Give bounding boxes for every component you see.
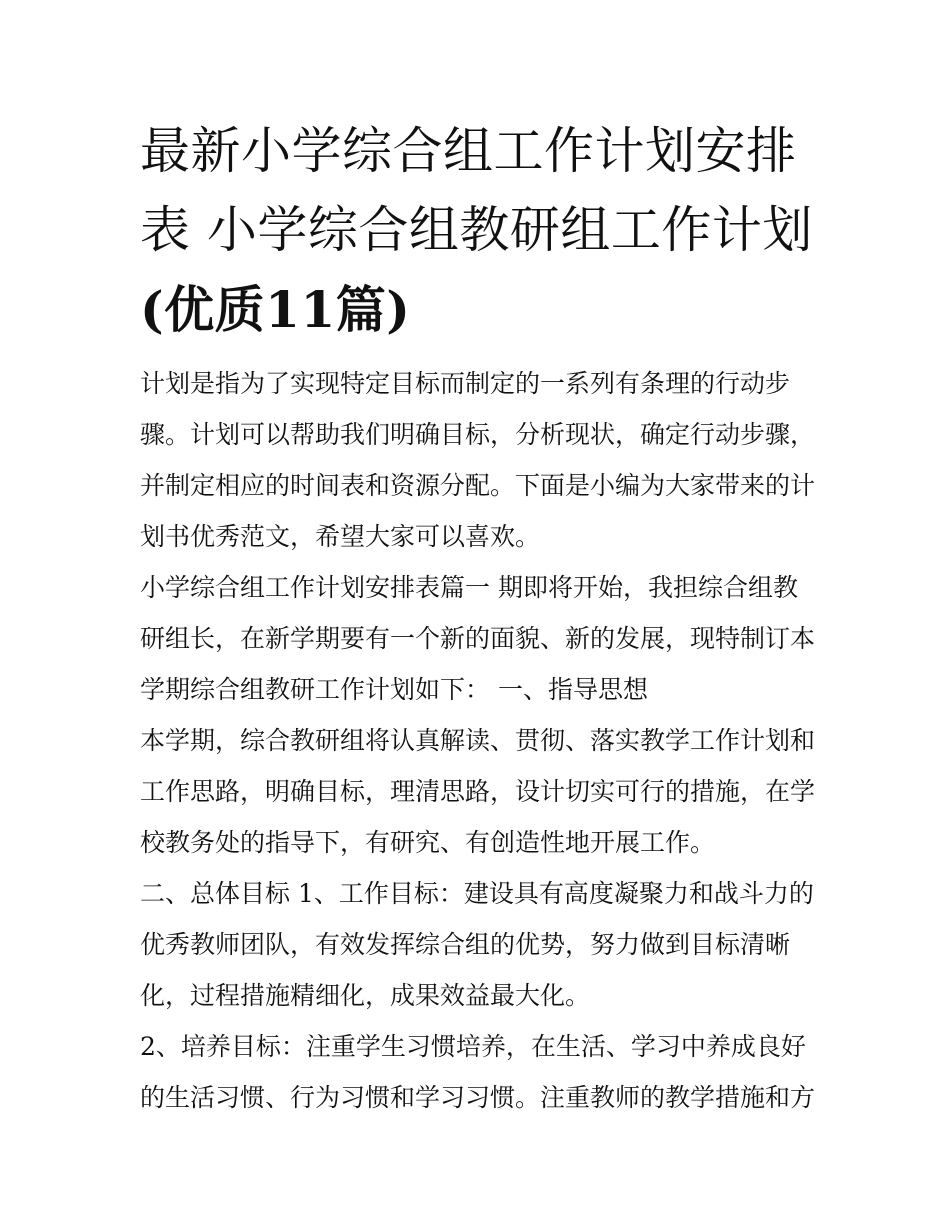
section-one-paragraph [140, 562, 830, 715]
overall-goal-paragraph [140, 868, 830, 1021]
text-line: 校教务处的指导下，有研究、有创造性地开展工作。 [140, 828, 716, 857]
text-line: 划书优秀范文，希望大家可以喜欢。 [140, 522, 541, 551]
title-line-3 [140, 270, 830, 350]
intro-paragraph [140, 358, 830, 562]
document-title [140, 112, 830, 350]
text-line: 优秀教师团队，有效发挥综合组的优势，努力做到目标清晰 [140, 930, 791, 959]
text-line: 2、培养目标：注重学生习惯培养，在生活、学习中养成良好 [140, 1032, 806, 1061]
text-line: 的生活习惯、行为习惯和学习习惯。注重教师的教学措施和方 [140, 1083, 816, 1112]
text-line: 学期综合组教研工作计划如下： 一、指导思想 [140, 675, 648, 704]
title-paren-close: 篇) [335, 280, 411, 339]
title-paren-open: (优质 [140, 280, 266, 339]
text-line: 计划是指为了实现特定目标而制定的一系列有条理的行动步 [140, 369, 791, 398]
title-line-2: 表 小学综合组教研组工作计划 [140, 201, 813, 259]
guiding-thought-paragraph [140, 715, 830, 868]
title-line-1: 最新小学综合组工作计划安排 [140, 122, 797, 180]
text-line: 工作思路，明确目标，理清思路，设计切实可行的措施，在学 [140, 777, 816, 806]
document-page [140, 112, 830, 1123]
title-count: 11 [265, 280, 336, 339]
training-goal-paragraph [140, 1021, 830, 1123]
text-line: 本学期，综合教研组将认真解读、贯彻、落实教学工作计划和 [140, 726, 816, 755]
text-line: 骤。计划可以帮助我们明确目标，分析现状，确定行动步骤， [140, 420, 816, 449]
text-line: 并制定相应的时间表和资源分配。下面是小编为大家带来的计 [140, 471, 816, 500]
text-line: 研组长，在新学期要有一个新的面貌、新的发展，现特制订本 [140, 624, 816, 653]
text-line: 小学综合组工作计划安排表篇一 期即将开始，我担综合组教 [140, 573, 798, 602]
text-line: 二、总体目标 1、工作目标：建设具有高度凝聚力和战斗力的 [140, 879, 814, 908]
text-line: 化，过程措施精细化，成果效益最大化。 [140, 981, 591, 1010]
